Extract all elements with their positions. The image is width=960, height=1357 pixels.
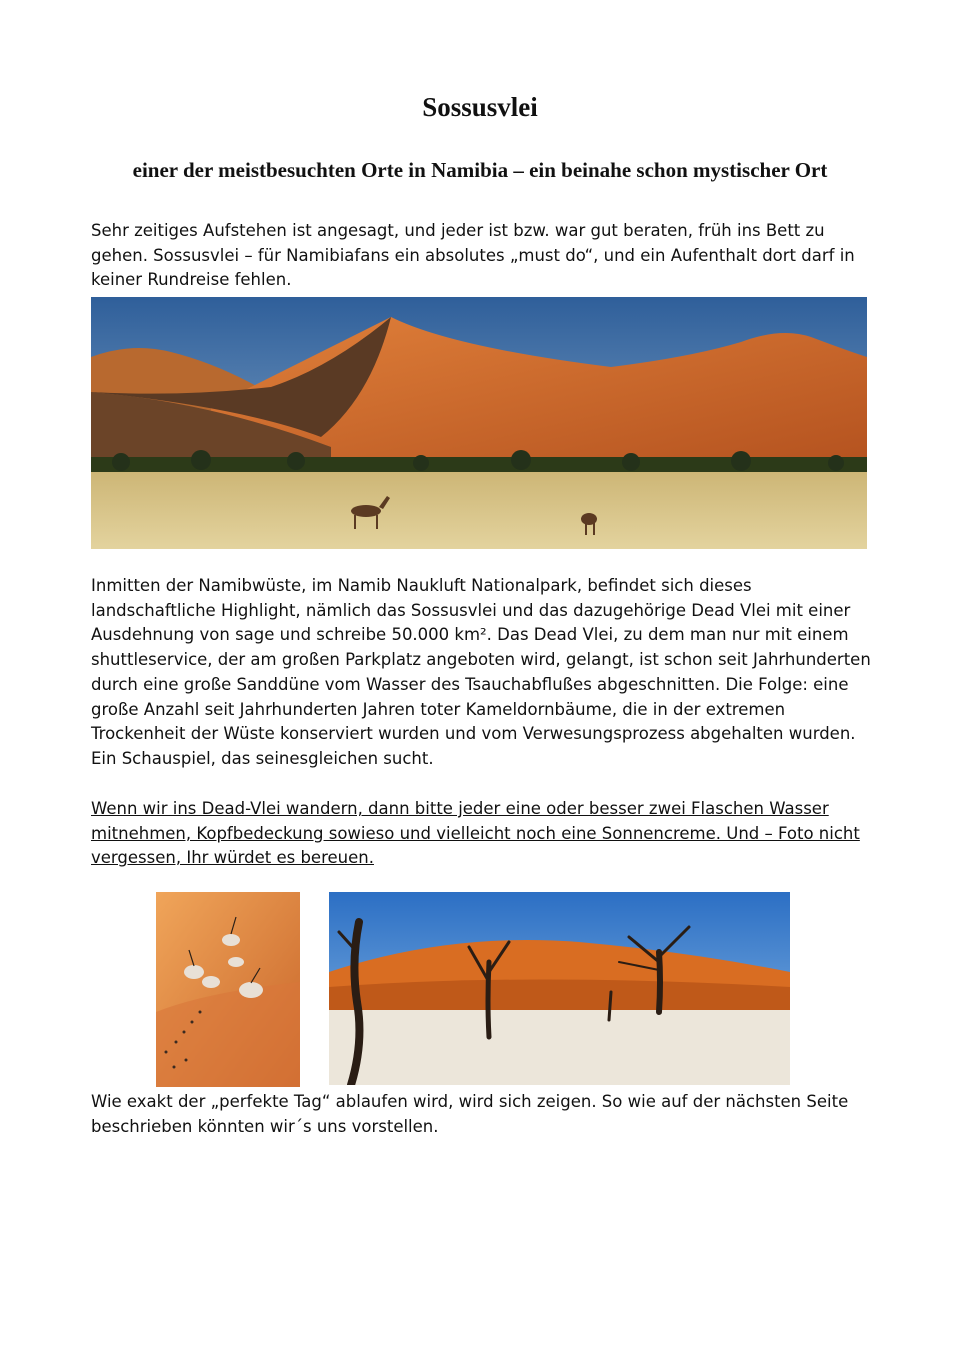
page-subtitle: einer der meistbesuchten Orte in Namibia – ein beinahe schon mystischer Ort bbox=[132, 158, 828, 182]
advice-paragraph: Wenn wir ins Dead-Vlei wandern, dann bitte jeder eine oder besser zwei Flaschen Wasser mitnehmen, Kopfbedeckung sowieso und vielleicht noch eine Sonnencreme. Und – Foto nicht vergessen, Ihr würdet es bereuen. bbox=[91, 799, 860, 868]
dune-landscape-photo bbox=[91, 297, 867, 549]
outro-paragraph: Wie exakt der „perfekte Tag“ ablaufen wird, wird sich zeigen. So wie auf der nächsten Seite beschrieben könnten wir´s uns vorstellen. bbox=[91, 1092, 849, 1136]
oryx-dune-photo bbox=[156, 892, 300, 1087]
dead-vlei-photo bbox=[329, 892, 790, 1085]
page-title: Sossusvlei bbox=[422, 92, 538, 122]
intro-paragraph: Sehr zeitiges Aufstehen ist angesagt, und jeder ist bzw. war gut beraten, früh ins Bett zu gehen. Sossusvlei – für Namibiafans ein absolutes „must do“, und ein Aufenthalt dort darf in keiner Rundreise fehlen. bbox=[91, 221, 855, 290]
description-paragraph: Inmitten der Namibwüste, im Namib Naukluft Nationalpark, befindet sich dieses landschaftliche Highlight, nämlich das Sossusvlei und das dazugehörige Dead Vlei mit einer Ausdehnung von sage und schreibe 50.000 km². Das Dead Vlei, zu dem man nur mit einem shuttleservice, der am großen Parkplatz angeboten wird, gelangt, ist schon seit Jahrhunderten durch eine große Sanddüne vom Wasser des Tsauchabflußes abgeschnitten. Die Folge: eine große Anzahl seit Jahrhunderten Jahren toter Kameldornbäume, die in der extremen Trockenheit der Wüste konserviert wurden und vom Verwesungsprozess abgehalten wurden. Ein Schauspiel, das seinesgleichen sucht. bbox=[91, 576, 871, 768]
